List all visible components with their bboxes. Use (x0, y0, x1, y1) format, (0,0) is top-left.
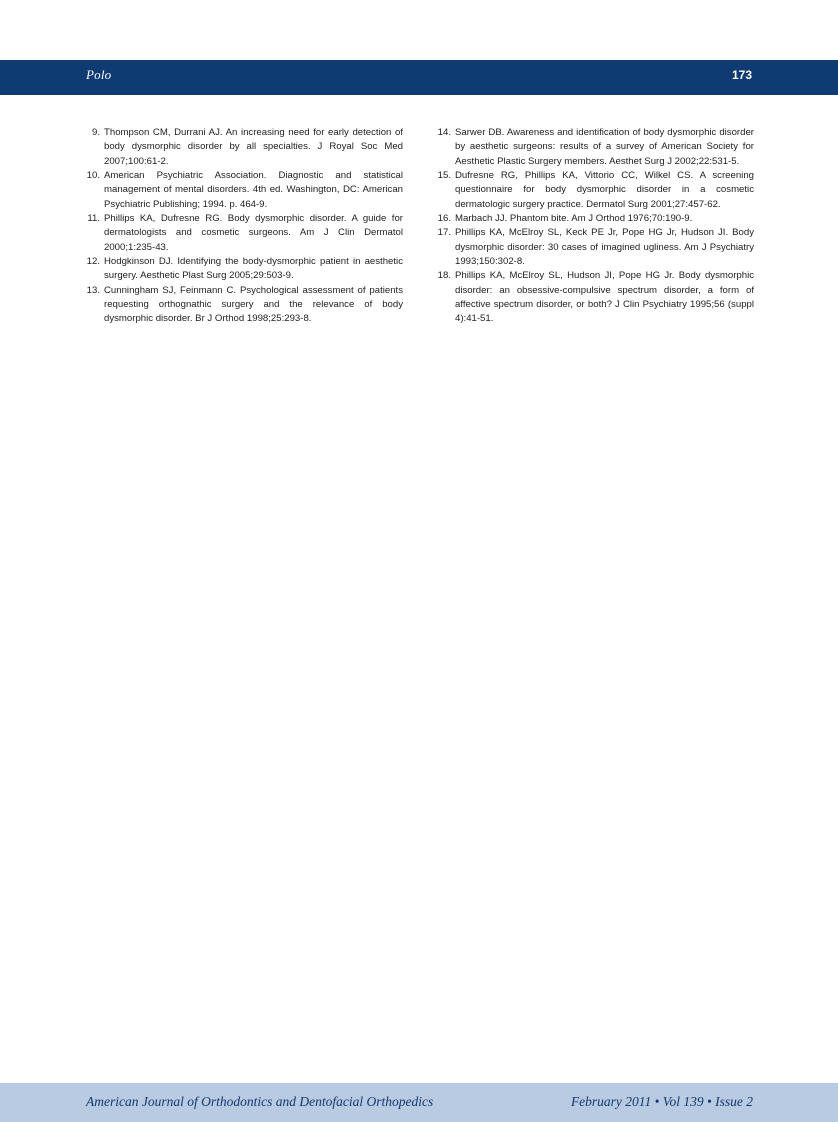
reference-number: 15. (437, 170, 451, 182)
reference-item (84, 212, 403, 255)
reference-number: 18. (437, 270, 451, 282)
reference-item (435, 269, 754, 326)
page-number: 173 (731, 68, 752, 82)
reference-text: Sarwer DB. Awareness and identification of body dysmorphic disorder by aesthetic surgeons: results of a survey of American Society for Aesthetic Plastic Surgery members. Aesthet Surg J 2002;22:531-5. (455, 127, 754, 167)
reference-item (84, 126, 403, 169)
reference-number: 17. (437, 227, 451, 239)
running-header-author: Polo (86, 67, 112, 82)
reference-number: 12. (86, 256, 100, 268)
reference-text: American Psychiatric Association. Diagnostic and statistical management of mental disorders. 4th ed. Washington, DC: American Psychiatric Publishing; 1994. p. 464-9. (104, 170, 403, 210)
reference-list-left-column (84, 126, 403, 327)
reference-text: Cunningham SJ, Feinmann C. Psychological assessment of patients requesting orthognathic surgery and the relevance of body dysmorphic disorder. Br J Orthod 1998;25:293-8. (104, 284, 403, 325)
reference-number: 11. (87, 213, 100, 225)
reference-text: Phillips KA, Dufresne RG. Body dysmorphic disorder. A guide for dermatologists and cosmetic surgeons. Am J Clin Dermatol 2000;1:235-43. (104, 213, 403, 253)
issue-info: February 2011 • Vol 139 • Issue 2 (570, 1094, 753, 1109)
reference-text: Marbach JJ. Phantom bite. Am J Orthod 1976;70:190-9. (455, 213, 693, 225)
reference-number: 9. (91, 127, 100, 138)
reference-text: Phillips KA, McElroy SL, Hudson JI, Pope HG Jr. Body dysmorphic disorder: an obsessive-compulsive spectrum disorder, a form of affective spectrum disorder, or both? J Clin Psychiatry 1995;56 (suppl 4):41-51. (455, 270, 754, 325)
reference-number: 10. (86, 170, 100, 182)
reference-text: Phillips KA, McElroy SL, Keck PE Jr, Pope HG Jr, Hudson JI. Body dysmorphic disorder: 30 cases of imagined ugliness. Am J Psychiatry 1993;150:302-8. (455, 227, 754, 268)
reference-item (435, 169, 754, 212)
running-footer (0, 1083, 838, 1122)
running-header (0, 60, 838, 95)
reference-item (435, 212, 754, 226)
reference-text: Dufresne RG, Phillips KA, Vittorio CC, Wilkel CS. A screening questionnaire for body dysmorphic disorder in a cosmetic dermatologic surgery practice. Dermatol Surg 2001;27:457-62. (455, 170, 754, 210)
journal-title: American Journal of Orthodontics and Dentofacial Orthopedics (86, 1094, 434, 1109)
reference-item (84, 255, 403, 284)
reference-item (435, 226, 754, 269)
reference-text: Thompson CM, Durrani AJ. An increasing need for early detection of body dysmorphic disorder by all specialties. J Royal Soc Med 2007;100:61-2. (104, 127, 403, 167)
reference-number: 13. (86, 284, 100, 296)
reference-list-right-column (435, 126, 754, 327)
reference-item (435, 126, 754, 169)
reference-item (84, 284, 403, 327)
reference-number: 14. (437, 127, 451, 138)
reference-number: 16. (437, 213, 451, 225)
reference-item (84, 169, 403, 212)
reference-text: Hodgkinson DJ. Identifying the body-dysmorphic patient in aesthetic surgery. Aesthetic Plast Surg 2005;29:503-9. (104, 256, 403, 282)
